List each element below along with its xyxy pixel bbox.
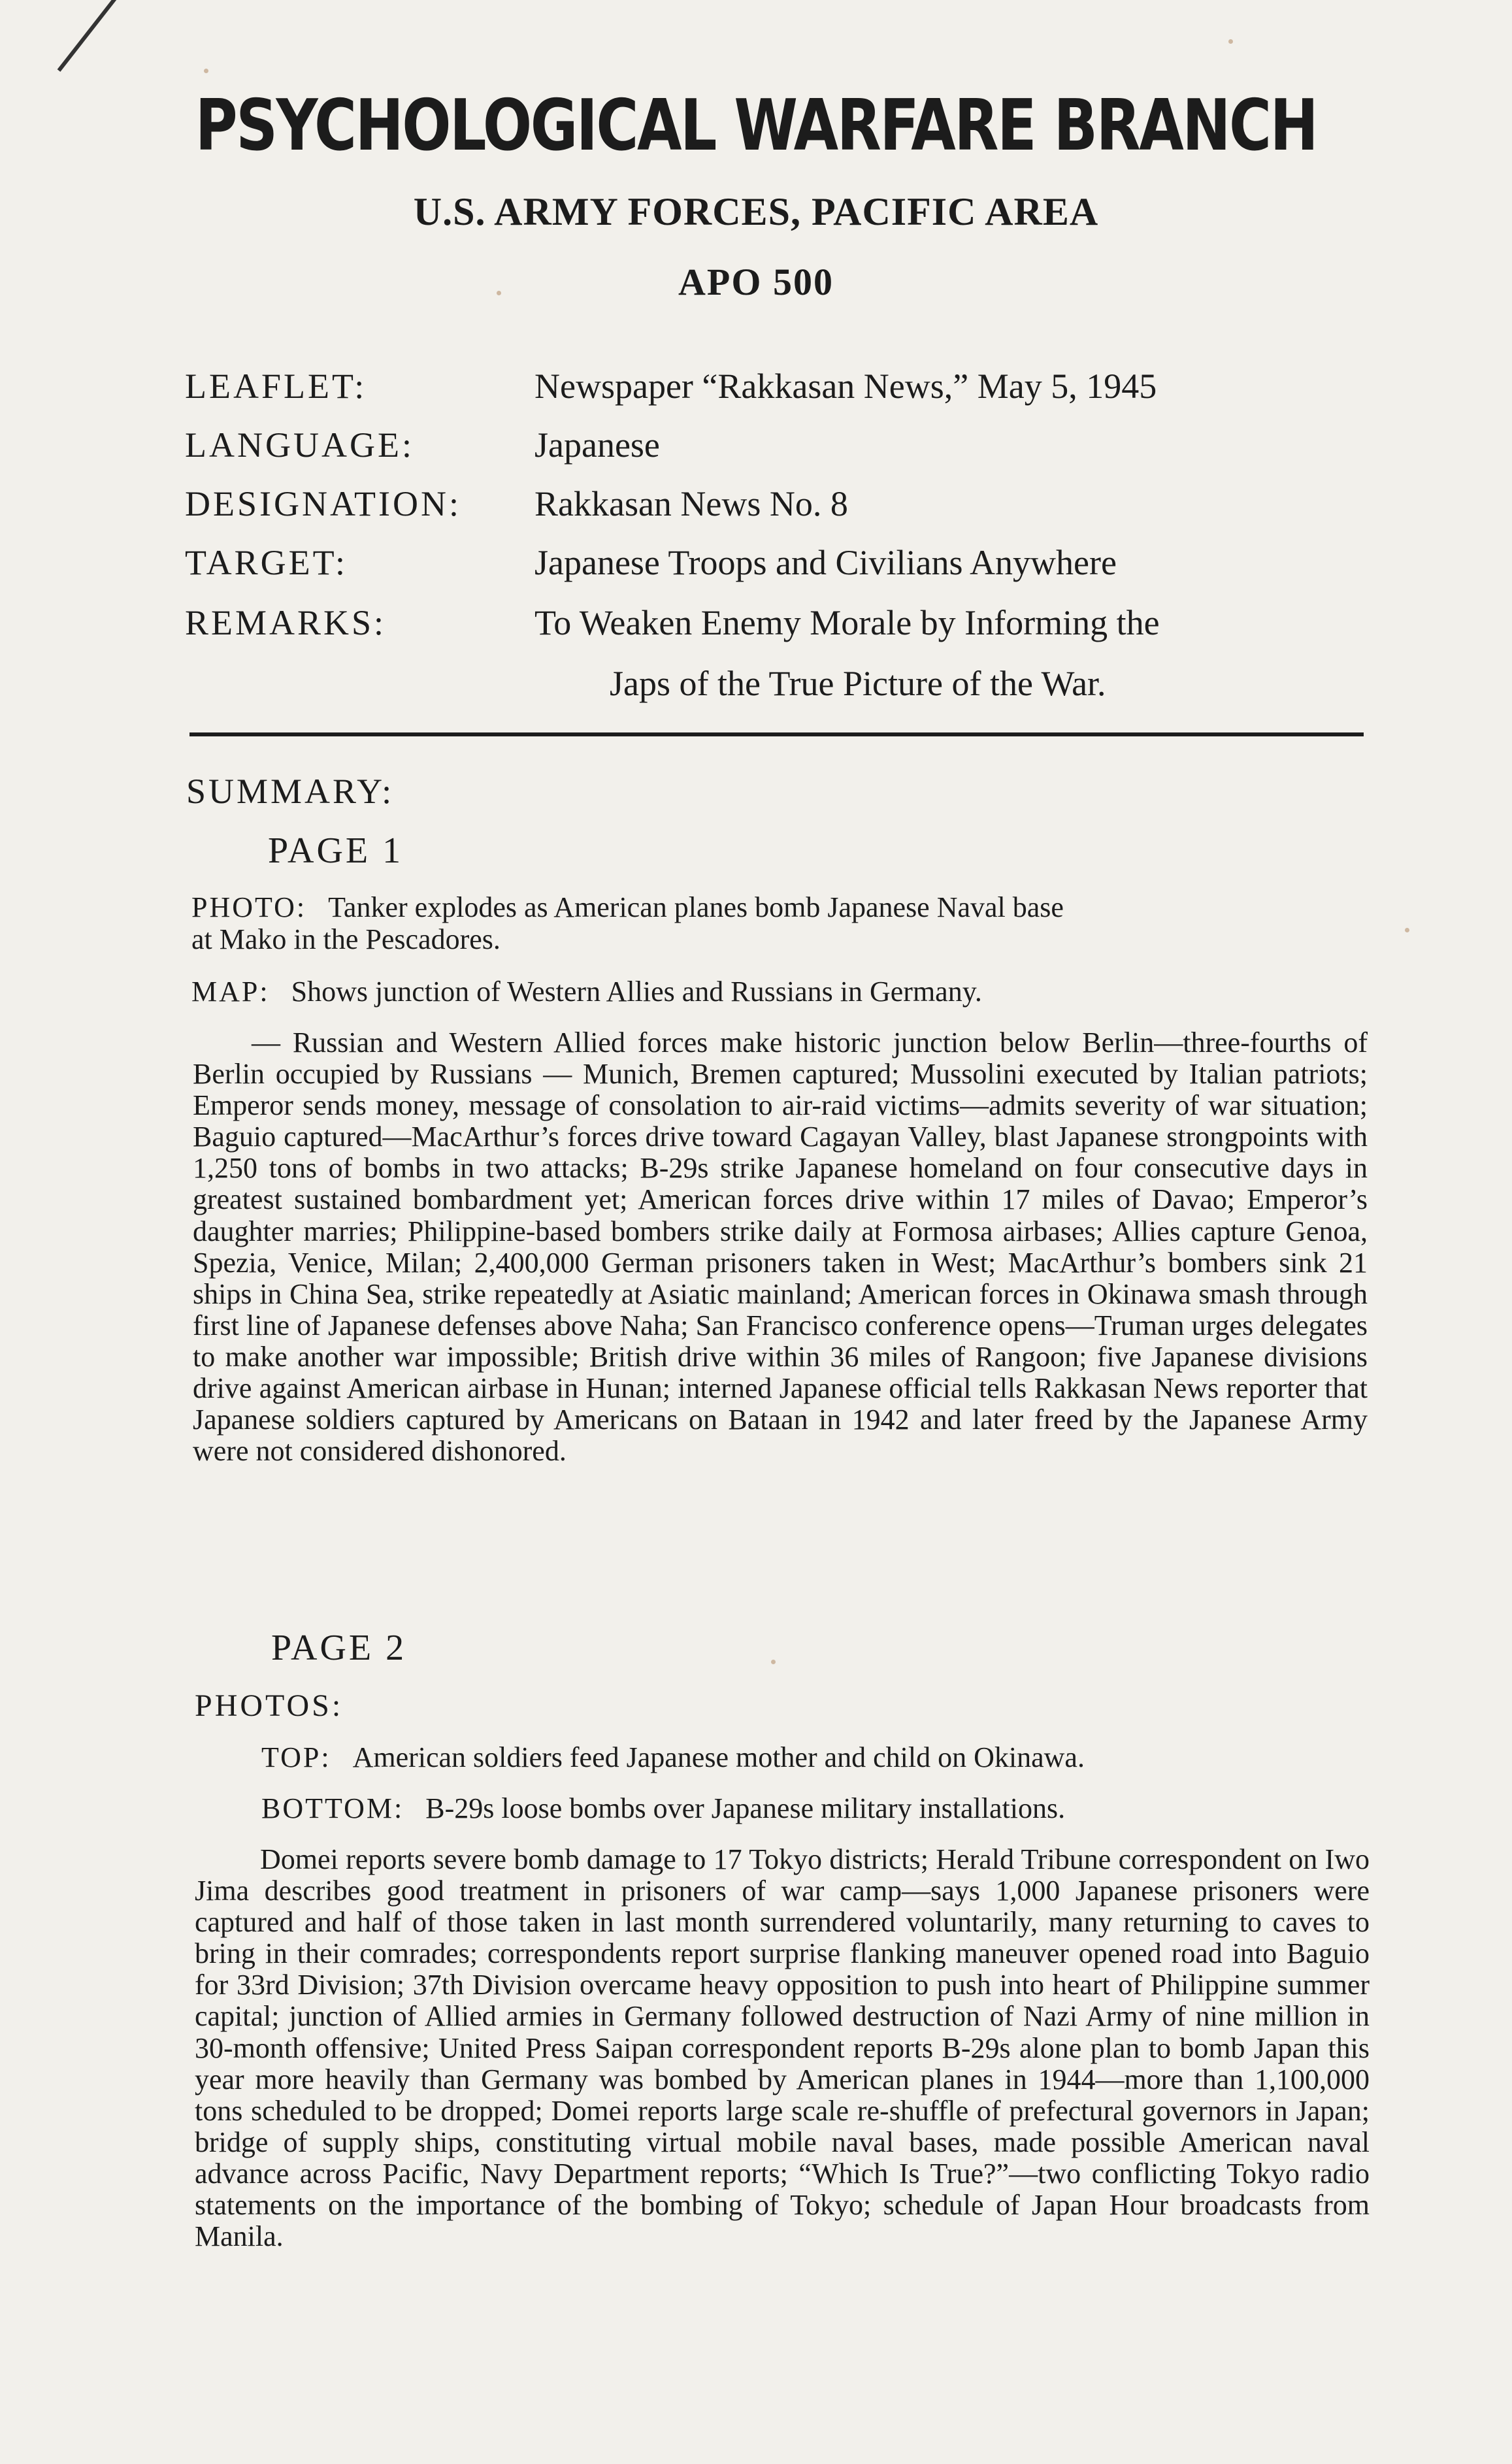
- paper-speck: [771, 1660, 776, 1664]
- page1-heading: PAGE 1: [268, 830, 404, 871]
- summary-heading: SUMMARY:: [186, 772, 395, 811]
- bottom-photo-line: [261, 1792, 1065, 1825]
- top-photo-line: [261, 1741, 1085, 1774]
- paper-speck: [204, 69, 208, 73]
- photo-line-continued: at Mako in the Pescadores.: [191, 923, 501, 955]
- paper-speck: [1228, 39, 1233, 44]
- meta-value: To Weaken Enemy Morale by Informing the: [534, 603, 1160, 642]
- meta-value: Rakkasan News No. 8: [534, 484, 848, 523]
- page2-body: Domei reports severe bomb damage to 17 Tokyo districts; Herald Tribune correspondent on Iwo Jima describes good treatment in prisoners of war camp—says 1,000 Japanese prisoners were captured and half of those taken in last month surrendered voluntarily, many returning to caves to bring in their comrades; correspondents report surprise flanking maneuver opened road into Baguio for 33rd Division; 37th Division overcame heavy opposition to push into heart of Philippine summer capital; junction of Allied armies in Germany followed destruction of Nazi Army of nine million in 30-month offensive; United Press Saipan correspondent reports B-29s alone plan to bomb Japan this year more heavily than Germany was bombed by American planes in 1944—more than 1,100,000 tons scheduled to be dropped; Domei reports large scale re-shuffle of prefectural governors in Japan; bridge of supply ships, constituting virtual mobile naval bases, made possible American naval advance across Pacific, Navy Department reports; “Which Is True?”—two conflicting Tokyo radio statements on the importance of the bombing of Tokyo; schedule of Japan Hour broadcasts from Manila.: [195, 1843, 1370, 2253]
- top-photo-label: TOP:: [261, 1741, 331, 1773]
- meta-label: DESIGNATION:: [185, 484, 461, 523]
- meta-label: LANGUAGE:: [185, 425, 414, 465]
- photos-heading: PHOTOS:: [195, 1688, 344, 1723]
- map-label: MAP:: [191, 976, 270, 1008]
- bottom-photo-label: BOTTOM:: [261, 1792, 404, 1824]
- document-subtitle: U.S. ARMY FORCES, PACIFIC AREA: [413, 190, 1099, 233]
- map-text: Shows junction of Western Allies and Russians in Germany.: [291, 976, 982, 1008]
- map-line: [191, 975, 982, 1008]
- bottom-photo-text: B-29s loose bombs over Japanese military installations.: [425, 1792, 1066, 1824]
- photo-text: Tanker explodes as American planes bomb Japanese Naval base: [328, 891, 1064, 923]
- meta-value: Japanese: [534, 425, 660, 465]
- paper-speck: [1405, 928, 1409, 932]
- apo-number: APO 500: [678, 261, 834, 303]
- top-photo-text: American soldiers feed Japanese mother and child on Okinawa.: [352, 1741, 1085, 1773]
- document-title: PSYCHOLOGICAL WARFARE BRANCH: [195, 85, 1317, 167]
- photo-line: [191, 891, 1064, 924]
- meta-label: TARGET:: [185, 543, 348, 582]
- meta-value: Japanese Troops and Civilians Anywhere: [534, 543, 1117, 582]
- page1-body: — Russian and Western Allied forces make historic junction below Berlin—three-fourths of Berlin occupied by Russians — Munich, Bremen captured; Mussolini executed by Italian patriots; Emperor sends money, message of consolation to air-raid victims—admits severity of war situation; Baguio captured—MacArthur’s forces drive toward Cagayan Valley, blast Japanese strongpoints with 1,250 tons of bombs in two attacks; B-29s strike Japanese homeland on four consecutive days in greatest sustained bombardment yet; American forces drive within 17 miles of Davao; Emperor’s daughter marries; Philippine-based bombers strike daily at Formosa airbases; Allies capture Genoa, Spezia, Venice, Milan; 2,400,000 German prisoners taken in West; MacArthur’s bombers sink 21 ships in China Sea, strike repeatedly at Asiatic mainland; American forces in Okinawa smash through first line of Japanese defenses above Naha; San Francisco conference opens—Truman urges delegates to make another war impossible; British drive within 36 miles of Rangoon; five Japanese divisions drive against American airbase in Hunan; interned Japanese official tells Rakkasan News reporter that Japanese soldiers captured by Americans on Bataan in 1942 and later freed by the Japanese Army were not considered dishonored.: [193, 1027, 1368, 1468]
- divider-rule: [189, 732, 1364, 736]
- page2-heading: PAGE 2: [271, 1628, 407, 1668]
- meta-value: Newspaper “Rakkasan News,” May 5, 1945: [534, 367, 1157, 406]
- meta-value-continuation: Japs of the True Picture of the War.: [610, 664, 1106, 703]
- meta-label: REMARKS:: [185, 603, 387, 642]
- photo-label: PHOTO:: [191, 891, 307, 923]
- staple-mark: [58, 0, 121, 72]
- meta-label: LEAFLET:: [185, 367, 367, 406]
